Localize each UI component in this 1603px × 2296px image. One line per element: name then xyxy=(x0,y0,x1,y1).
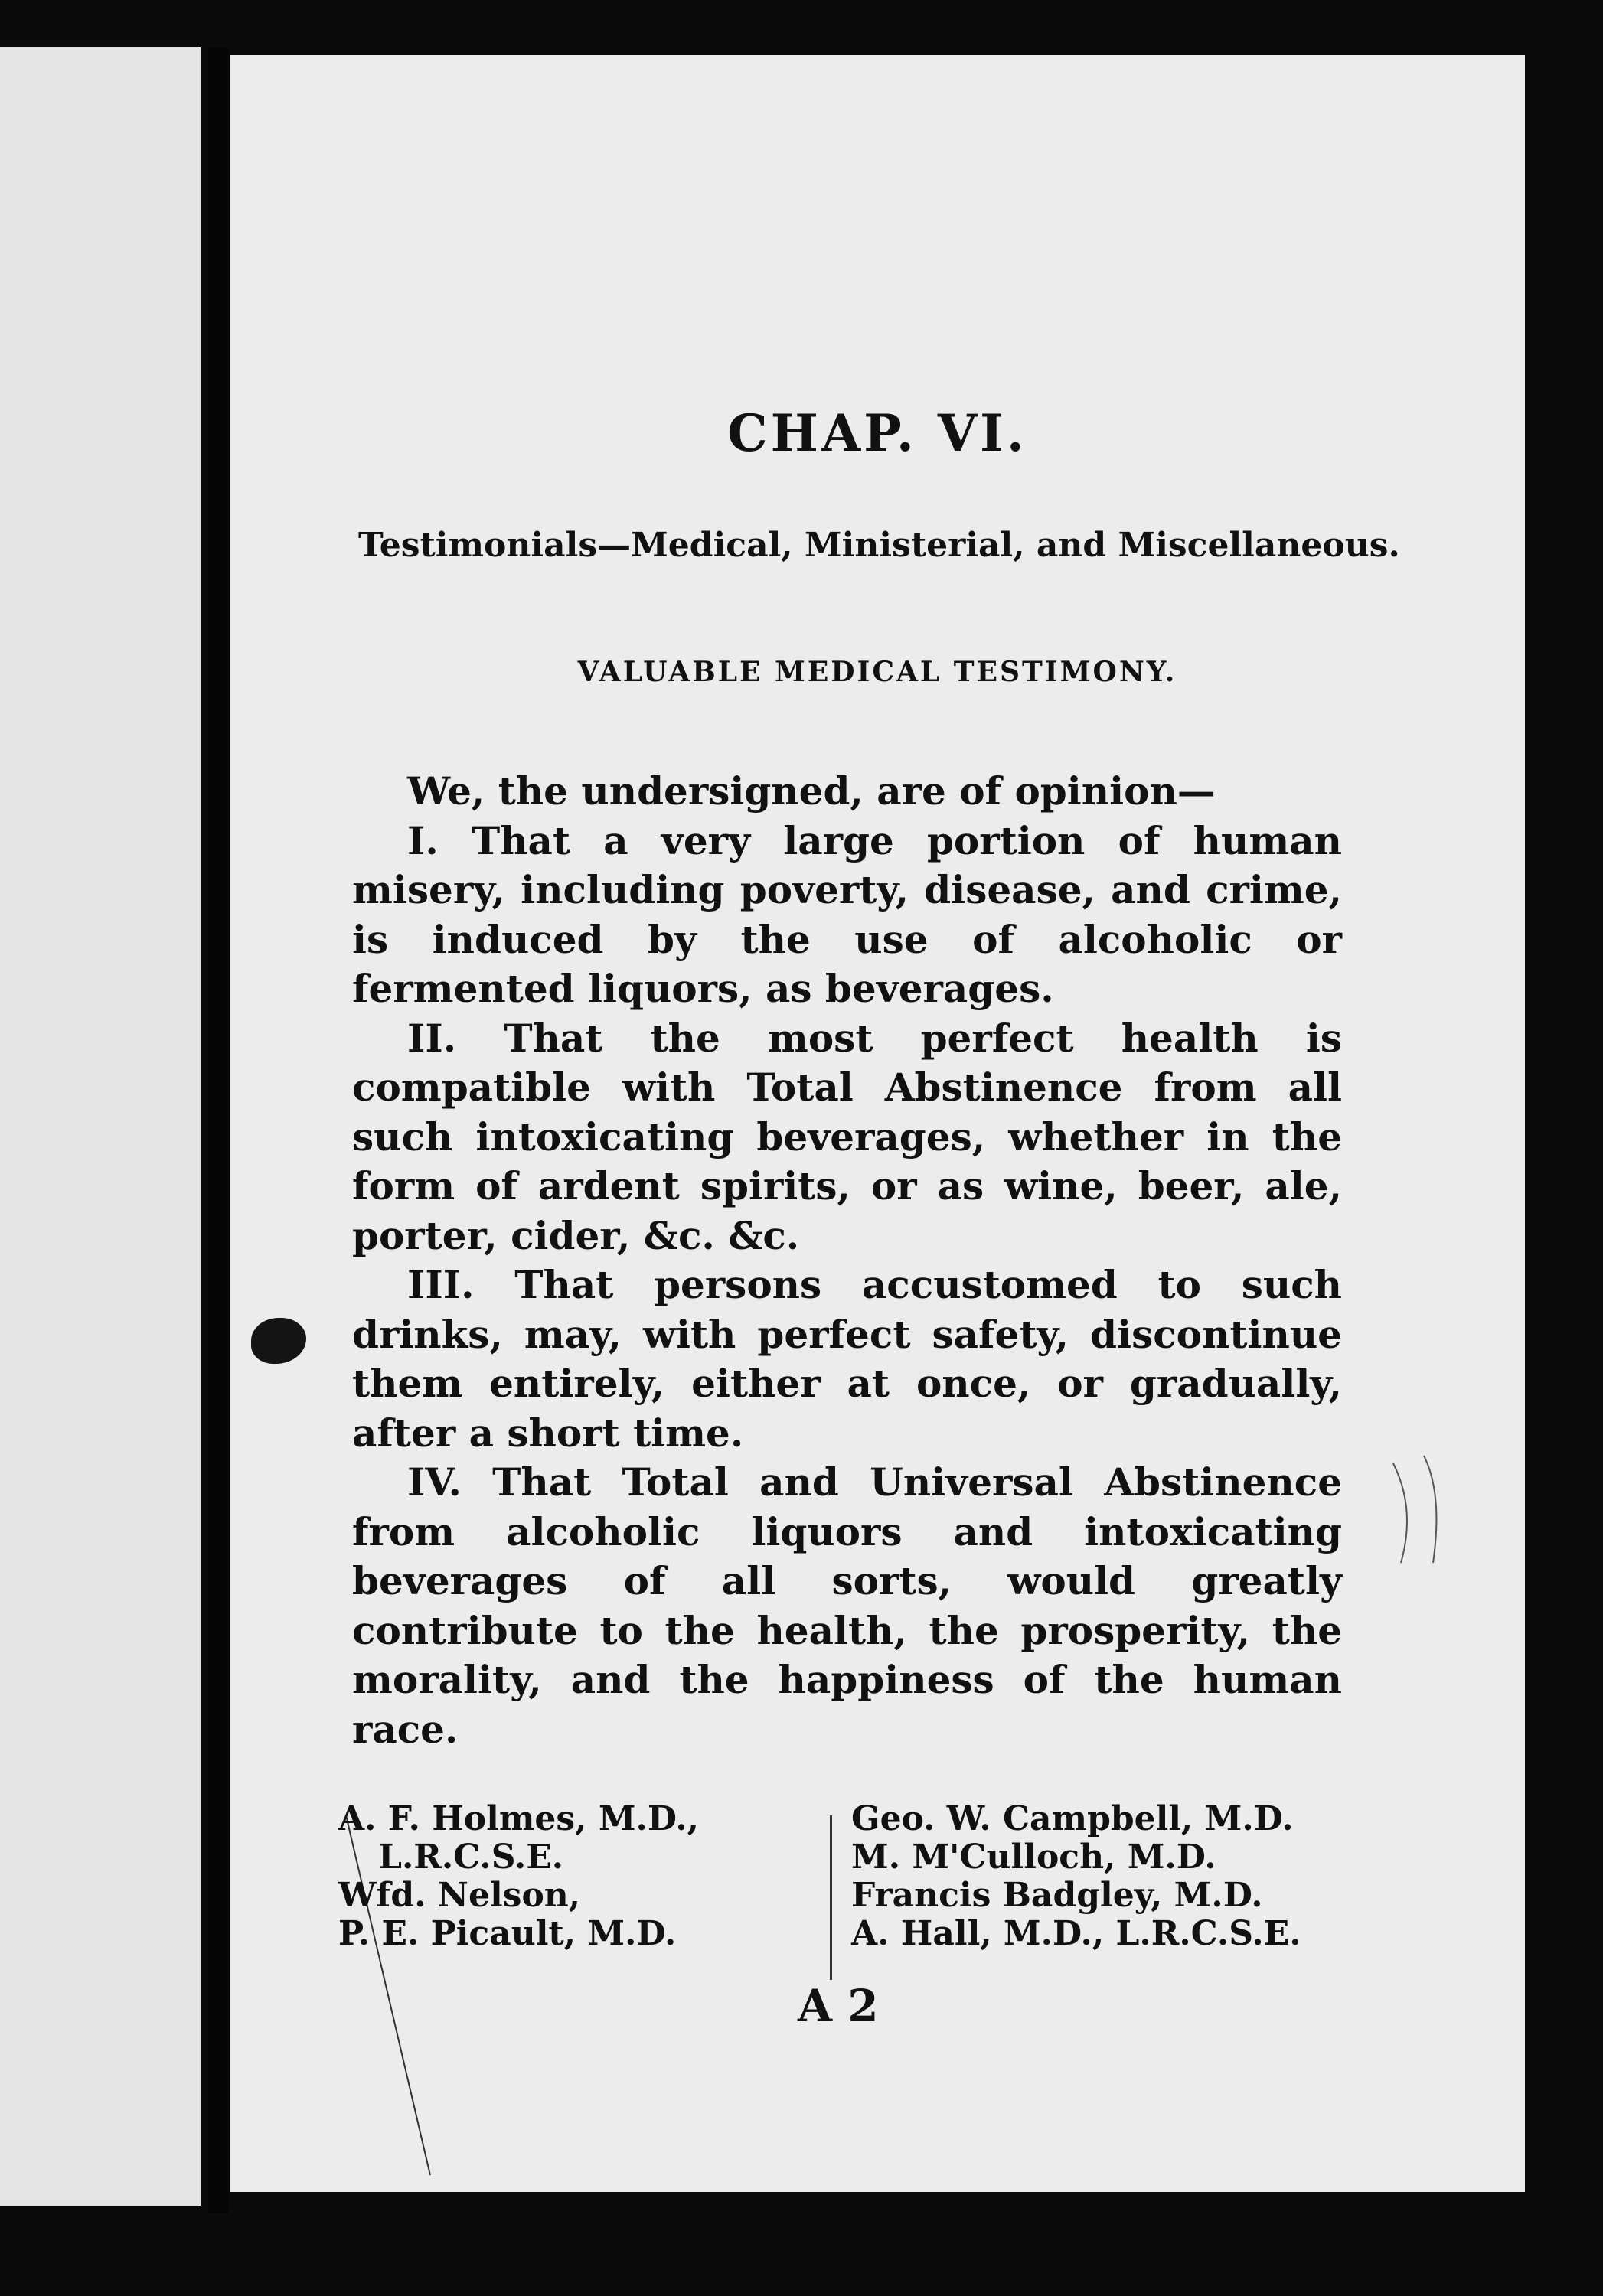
facing-page xyxy=(0,47,201,2206)
printer-signature-mark: A 2 xyxy=(798,1980,879,2032)
signatory: Francis Badgley, M.D. xyxy=(851,1876,1263,1915)
chapter-heading: CHAP. VI. xyxy=(727,403,1027,463)
paragraph-1: I. That a very large portion of human misery, including poverty, disease, and crime, is induced by the use of alcoholic or fermented liquors, as beverages. xyxy=(352,817,1342,1011)
signatory: Geo. W. Campbell, M.D. xyxy=(851,1799,1294,1838)
signatory: M. M'Culloch, M.D. xyxy=(851,1838,1216,1877)
paragraph-4: IV. That Total and Universal Abstinence from alcoholic liquors and intoxicating beverages of all sorts, would greatly contribute to the health, the prosperity, the morality, and the happiness of the human race. xyxy=(352,1459,1342,1752)
book-spine xyxy=(208,47,228,2213)
paragraph-intro: We, the undersigned, are of opinion— xyxy=(407,768,1216,814)
signatory: P. E. Picault, M.D. xyxy=(338,1914,677,1953)
chapter-subtitle: Testimonials—Medical, Ministerial, and Miscellaneous. xyxy=(358,526,1400,565)
signatory: A. Hall, M.D., L.R.C.S.E. xyxy=(851,1914,1301,1953)
section-heading: VALUABLE MEDICAL TESTIMONY. xyxy=(577,656,1177,688)
signatory: Wfd. Nelson, xyxy=(338,1876,581,1915)
paragraph-2: II. That the most perfect health is compatible with Total Abstinence from all such intoxicating beverages, whether in the form of ardent spirits, or as wine, beer, ale, porter, cider, &c. &c. xyxy=(352,1015,1342,1258)
column-divider xyxy=(830,1815,832,1980)
signatory-credential: L.R.C.S.E. xyxy=(378,1838,564,1877)
signatory: A. F. Holmes, M.D., xyxy=(338,1799,700,1838)
signatories-right xyxy=(851,1800,1301,1953)
paragraph-3: III. That persons accustomed to such drinks, may, with perfect safety, discontinue them entirely, either at once, or gradually, after a short time. xyxy=(352,1262,1342,1456)
signatories-left xyxy=(338,1800,699,1953)
body-text xyxy=(352,767,1342,1754)
book-page xyxy=(230,55,1525,2192)
